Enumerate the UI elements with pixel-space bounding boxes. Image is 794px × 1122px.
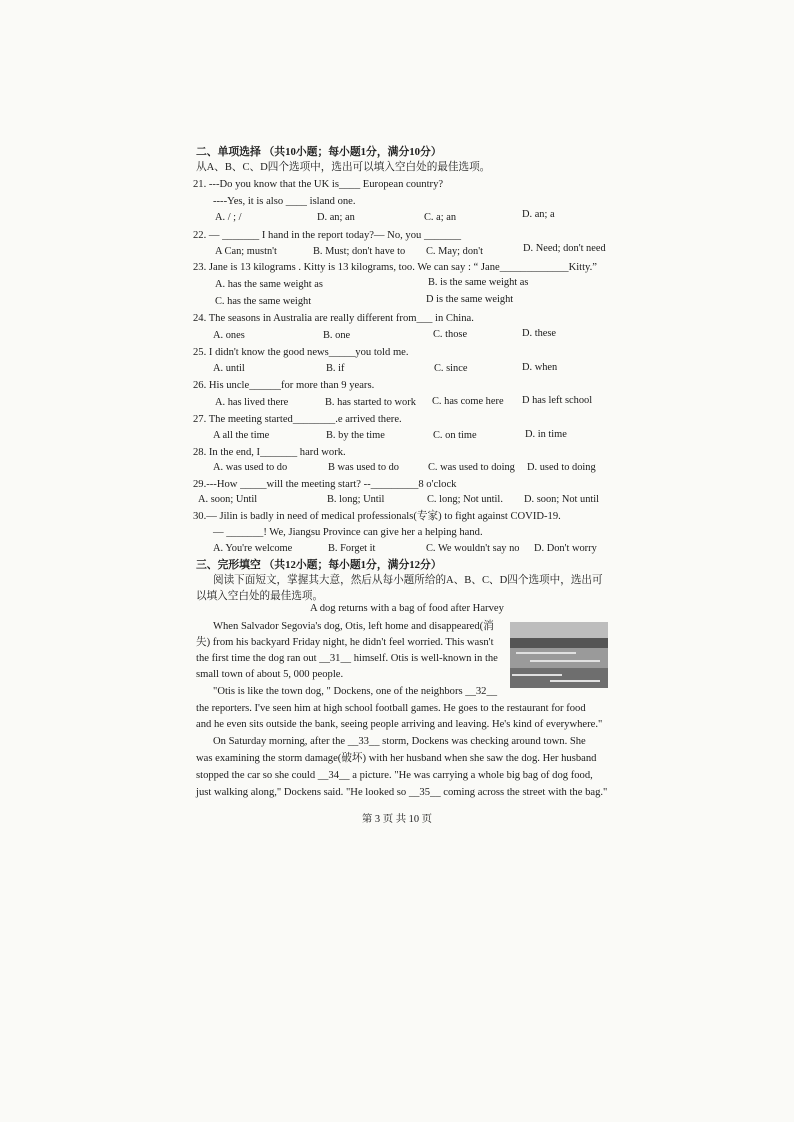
option: B. Must; don't have to (313, 246, 406, 257)
option: B. has started to work (325, 397, 416, 408)
option: B. long; Until (327, 494, 385, 505)
section-instruction: 从A、B、C、D四个选项中，选出可以填入空白处的最佳选项。 (196, 162, 491, 173)
option: D. in time (525, 429, 567, 440)
option: C. a; an (424, 212, 457, 223)
option: D. an; an (317, 212, 355, 223)
passage-line: When Salvador Segovia's dog, Otis, left home and disappeared(消 (213, 621, 494, 632)
passage-line: just walking along," Dockens said. "He looked so __35__ coming across the street with the bag." (196, 787, 608, 798)
option: C. on time (433, 430, 477, 441)
option: A all the time (213, 430, 270, 441)
option: C. long; Not until. (427, 494, 503, 505)
question-stem: 27. The meeting started________.e arrived there. (193, 414, 402, 425)
option: D. when (522, 362, 558, 373)
option: D. Don't worry (534, 543, 597, 554)
option: A. ones (213, 330, 245, 341)
option: D has left school (522, 395, 593, 406)
question-stem: 29.---How _____will the meeting start? --_________8 o'clock (193, 479, 457, 490)
section-instruction: 以填入空白处的最佳选项。 (196, 591, 324, 602)
section-instruction: 阅读下面短文，掌握其大意，然后从每小题所给的A、B、C、D四个选项中，选出可 (213, 575, 603, 586)
question-stem: 28. In the end, I_______ hard work. (193, 447, 346, 458)
option: A. has the same weight as (215, 279, 323, 290)
passage-line: On Saturday morning, after the __33__ storm, Dockens was checking around town. She (213, 736, 586, 747)
question-stem: 25. I didn't know the good news_____you told me. (193, 347, 409, 358)
passage-line: "Otis is like the town dog, " Dockens, one of the neighbors __32__ (213, 686, 498, 697)
option: D. an; a (522, 209, 555, 220)
option: A. You're welcome (213, 543, 293, 554)
passage-title: A dog returns with a bag of food after Harvey (310, 603, 504, 614)
question-stem: 21. ---Do you know that the UK is____ European country? (193, 179, 444, 190)
option: C. since (434, 363, 468, 374)
question-stem: 23. Jane is 13 kilograms . Kitty is 13 kilograms, too. We can say : “ Jane_____________Kitty.” (193, 262, 598, 273)
option: A. has lived there (215, 397, 289, 408)
option: A Can; mustn't (215, 246, 277, 257)
option: A. / ; / (215, 212, 242, 223)
question-stem: 24. The seasons in Australia are really different from___ in China. (193, 313, 474, 324)
option: C. has come here (432, 396, 504, 407)
option: C. has the same weight (215, 296, 312, 307)
passage-line: the first time the dog ran out __31__ himself. Otis is well-known in the (196, 653, 498, 664)
passage-line: was examining the storm damage(破坏) with her husband when she saw the dog. Her husband (196, 753, 597, 764)
option: B. one (323, 330, 351, 341)
section-heading: 三、完形填空 （共12小题；每小题1分，满分12分） (196, 559, 442, 571)
option: D is the same weight (426, 294, 514, 305)
option: B. if (326, 363, 345, 374)
option: A. soon; Until (198, 494, 258, 505)
option: B was used to do (328, 462, 399, 473)
section-heading: 二、单项选择 （共10小题；每小题1分，满分10分） (196, 146, 442, 158)
option: B. is the same weight as (428, 277, 529, 288)
option: A. until (213, 363, 245, 374)
option: D. these (522, 328, 557, 339)
question-stem: 30.— Jilin is badly in need of medical professionals(专家) to fight against COVID-19. (193, 511, 561, 522)
flood-photo (510, 622, 608, 688)
passage-line: small town of about 5, 000 people. (196, 669, 344, 680)
option: D. Need; don't need (523, 243, 606, 254)
option: C. was used to doing (428, 462, 515, 473)
question-stem: 26. His uncle______for more than 9 years. (193, 380, 375, 391)
option: C. those (433, 329, 468, 340)
option: D. used to doing (527, 462, 596, 473)
option: C. May; don't (426, 246, 484, 257)
option: C. We wouldn't say no (426, 543, 520, 554)
option: B. Forget it (328, 543, 376, 554)
option: D. soon; Not until (524, 494, 600, 505)
question-stem-cont: ----Yes, it is also ____ island one. (213, 196, 356, 207)
passage-line: the reporters. I've seen him at high school football games. He goes to the restaurant for food (196, 703, 586, 714)
page-number: 第 3 页 共 10 页 (361, 814, 433, 825)
question-stem: 22. — _______ I hand in the report today?— No, you _______ (193, 230, 462, 241)
option: B. by the time (326, 430, 385, 441)
passage-line: stopped the car so she could __34__ a picture. "He was carrying a whole big bag of dog food, (196, 770, 593, 781)
passage-line: and he even sits outside the bank, seeing people arriving and leaving. He's kind of everywhere." (196, 719, 603, 730)
question-stem-cont: — _______! We, Jiangsu Province can give her a helping hand. (213, 527, 483, 538)
passage-line: 失) from his backyard Friday night, he didn't feel worried. This wasn't (196, 637, 494, 648)
option: A. was used to do (213, 462, 288, 473)
